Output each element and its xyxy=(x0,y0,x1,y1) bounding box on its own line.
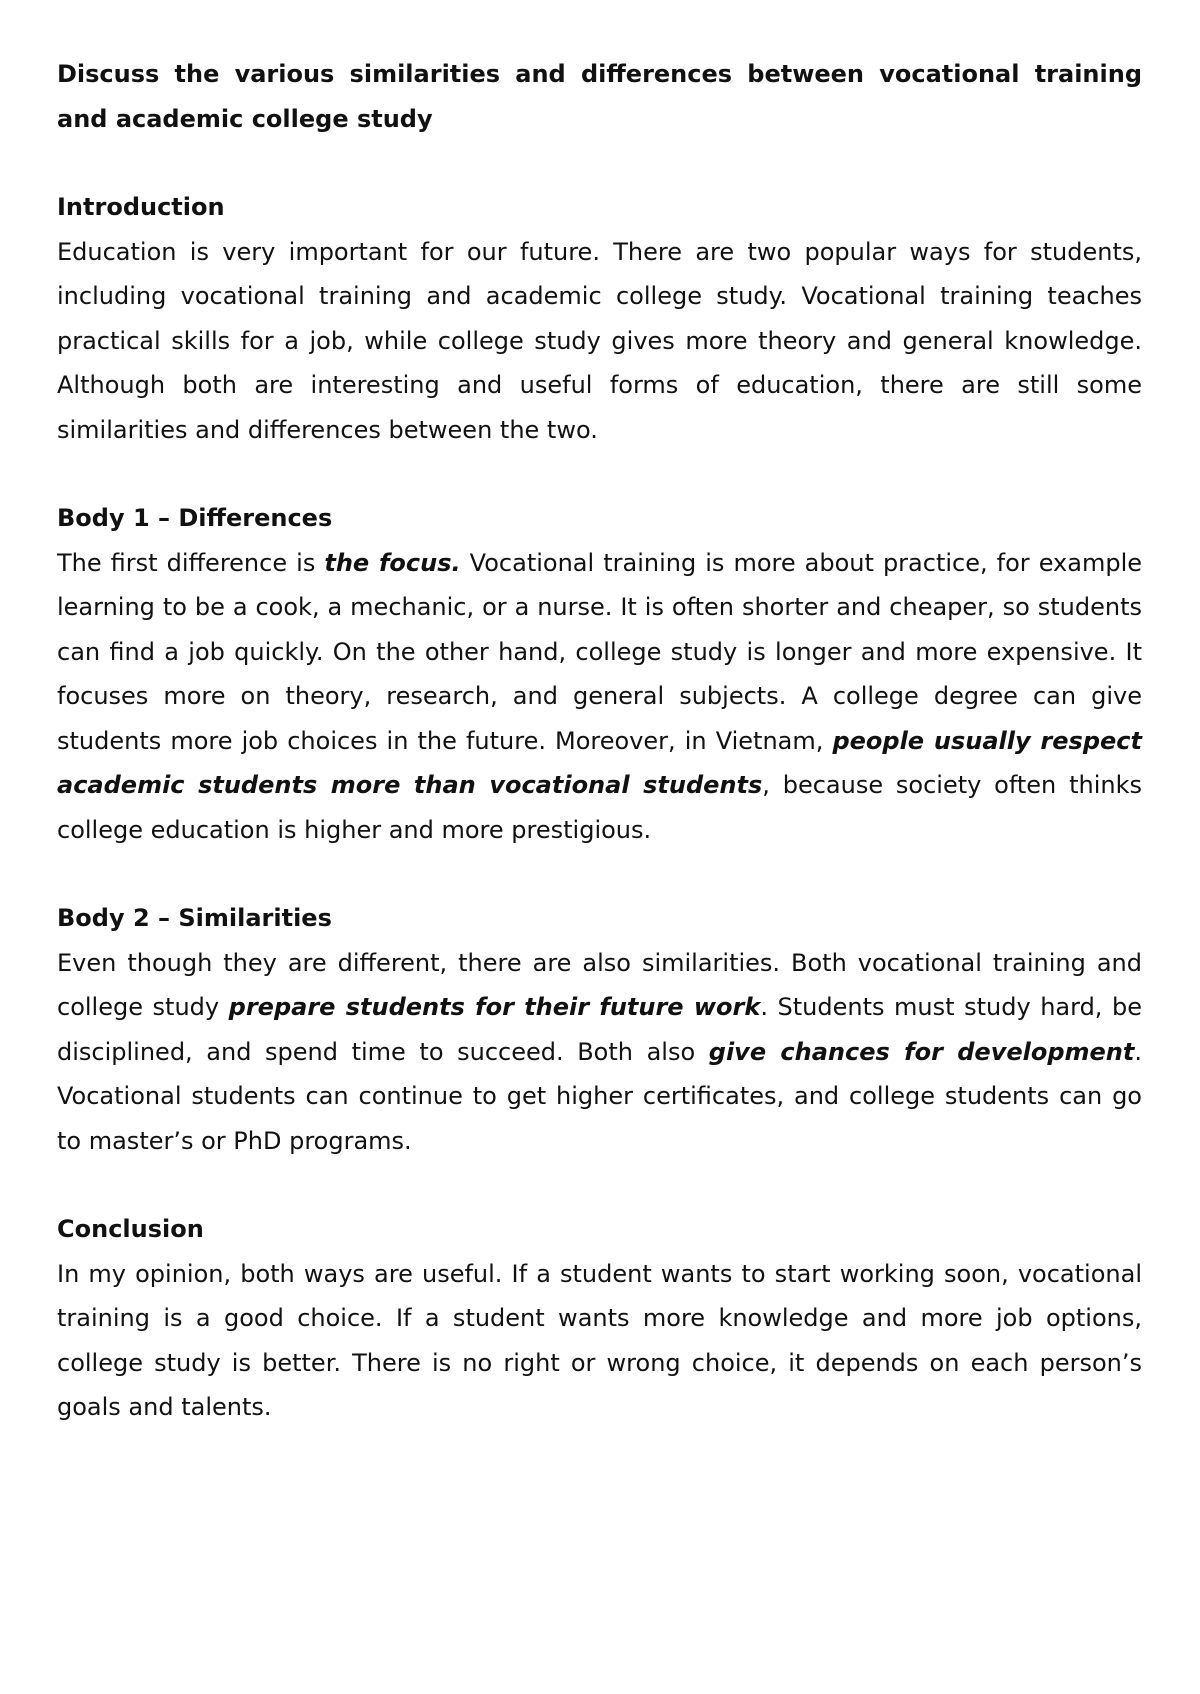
paragraph-text: . Students must study hard, be disciplined, and spend time to succeed. Both also xyxy=(57,993,1142,1066)
section-body-2 xyxy=(57,896,1142,1163)
paragraph-conclusion xyxy=(57,1252,1142,1430)
document-page xyxy=(57,52,1142,1474)
section-heading-conclusion: Conclusion xyxy=(57,1215,204,1243)
essay-title: Discuss the various similarities and differences between vocational training and academic college study xyxy=(57,60,1142,133)
emphasis-text: give chances for development xyxy=(708,1037,1135,1066)
paragraph-text: In my opinion, both ways are useful. If a student wants to start working soon, vocational training is a good choice. If a student wants more knowledge and more job options, college study is better. There is no right or wrong choice, it depends on each person’s goals and talents. xyxy=(57,1259,1142,1421)
paragraph-body-1 xyxy=(57,541,1142,853)
paragraph-text: The first difference is xyxy=(57,548,325,577)
section-heading-body-2: Body 2 – Similarities xyxy=(57,904,332,932)
section-heading-introduction: Introduction xyxy=(57,193,225,221)
section-conclusion xyxy=(57,1207,1142,1430)
paragraph-body-2 xyxy=(57,941,1142,1164)
paragraph-introduction xyxy=(57,230,1142,453)
paragraph-text: Even though they are different, there are also similarities. Both vocational training and college study xyxy=(57,948,1142,1021)
section-heading-body-1: Body 1 – Differences xyxy=(57,504,333,532)
section-body-1 xyxy=(57,496,1142,852)
emphasis-text: prepare students for their future work xyxy=(228,993,761,1021)
emphasis-text: the focus. xyxy=(324,548,461,577)
section-introduction xyxy=(57,185,1142,452)
paragraph-text: Vocational training is more about practice, for example learning to be a cook, a mechanic, or a nurse. It is often shorter and cheaper, so students can find a job quickly. On the other hand, college study is longer and more expensive. It focuses more on theory, research, and general subjects. A college degree can give students more job choices in the future. Moreover, in Vietnam, xyxy=(57,548,1143,755)
paragraph-text: Education is very important for our future. There are two popular ways for students, including vocational training and academic college study. Vocational training teaches practical skills for a job, while college study gives more theory and general knowledge. Although both are interesting and useful forms of education, there are still some similarities and differences between the two. xyxy=(57,237,1142,444)
paragraph-text: . Vocational students can continue to get higher certificates, and college students can go to master’s or PhD programs. xyxy=(57,1037,1142,1155)
emphasis-text: people usually respect academic students more than vocational students xyxy=(57,726,1142,799)
paragraph-text: , because society often thinks college education is higher and more prestigious. xyxy=(57,771,1142,844)
